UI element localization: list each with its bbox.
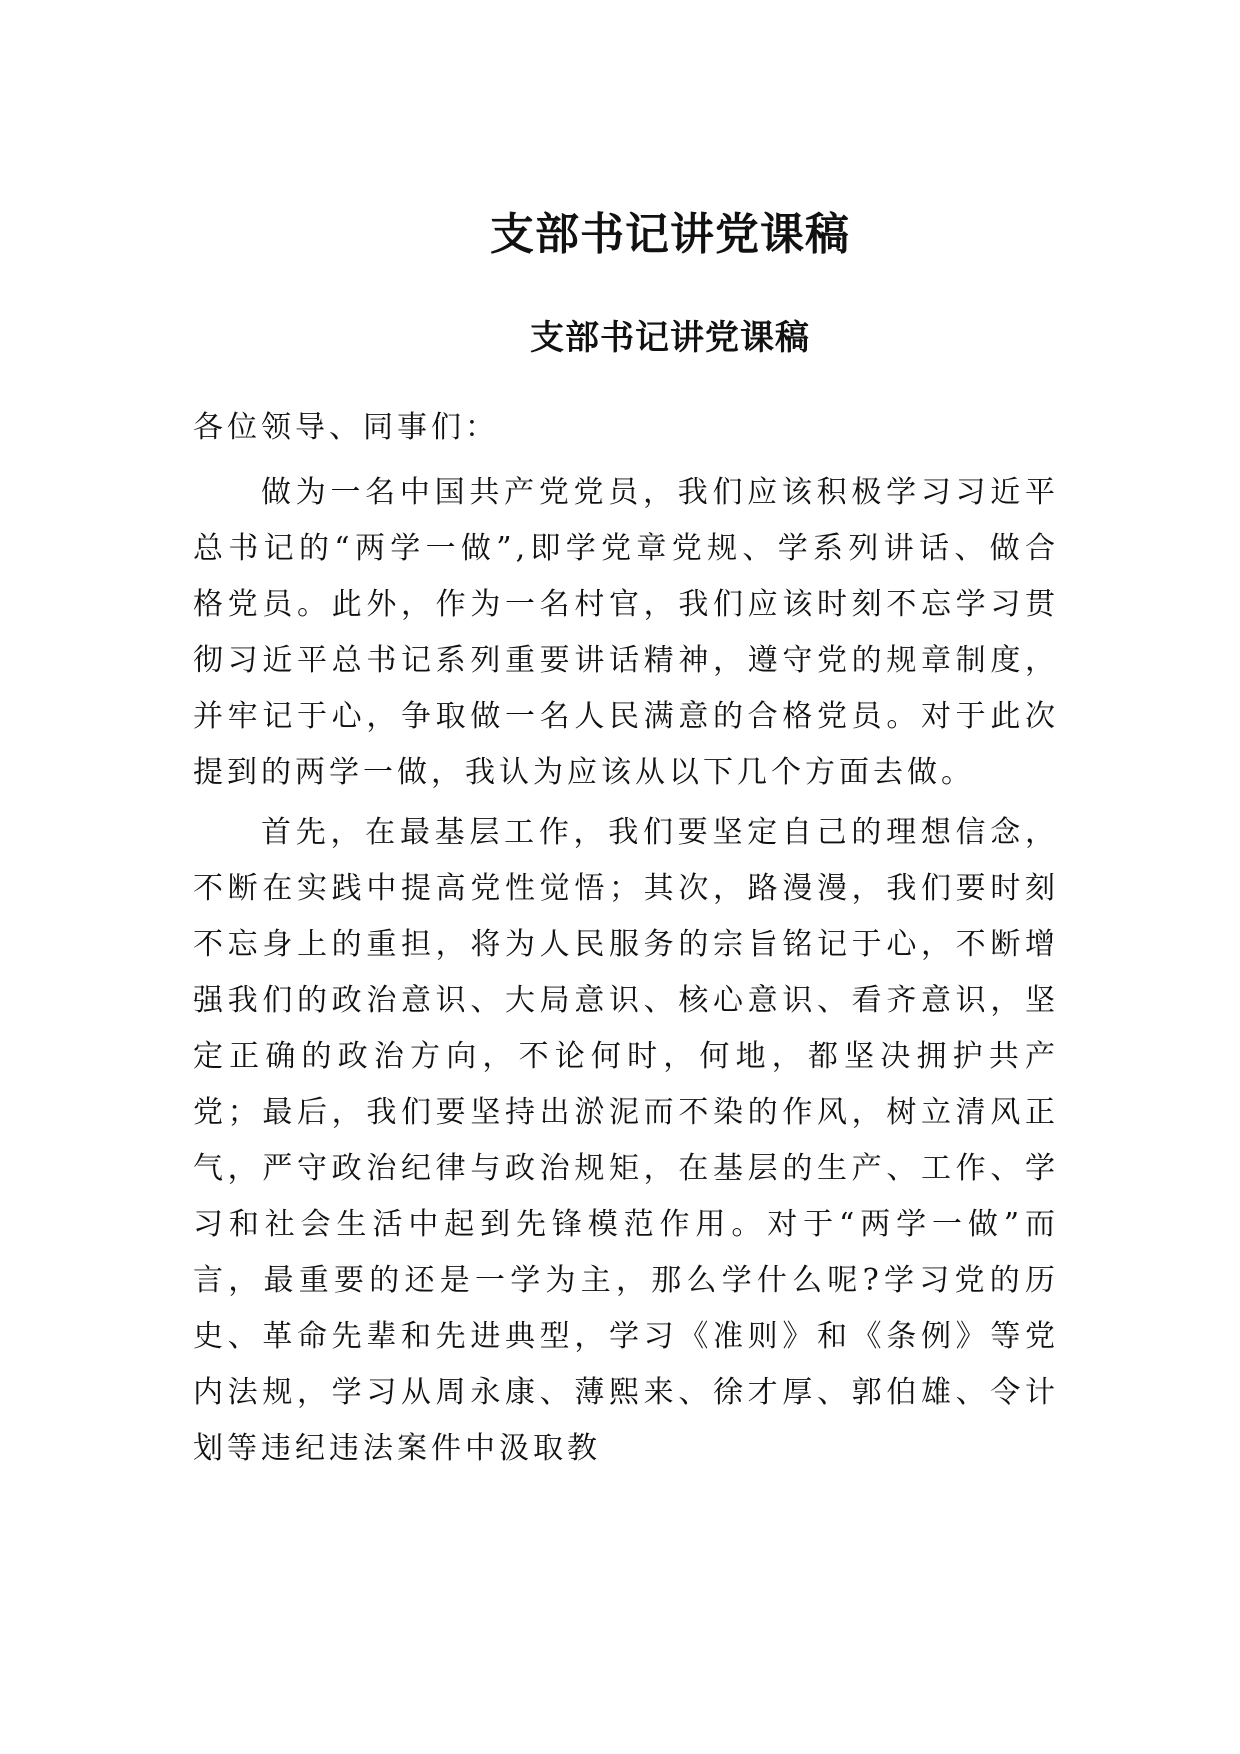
- salutation: 各位领导、同事们：: [193, 410, 499, 445]
- paragraph-2: 首先，在最基层工作，我们要坚定自己的理想信念，不断在实践中提高党性觉悟；其次，路漫漫，我们要时刻不忘身上的重担，将为人民服务的宗旨铭记于心，不断增强我们的政治意识、大局意识、核心意识、看齐意识，坚定正确的政治方向，不论何时，何地，都坚决拥护共产党；最后，我们要坚持出淤泥而不染的作风，树立清风正气，严守政治纪律与政治规矩，在基层的生产、工作、学习和社会生活中起到先锋模范作用。对于“两学一做”而言，最重要的还是一学为主，那么学什么呢?学习党的历史、革命先辈和先进典型，学习《准则》和《条例》等党内法规，学习从周永康、薄熙来、徐才厚、郭伯雄、令计划等违纪违法案件中汲取教: [193, 815, 1059, 1466]
- document-subtitle: 支部书记讲党课稿: [530, 318, 810, 358]
- document-title: 支部书记讲党课稿: [490, 209, 850, 260]
- paragraph-1: 做为一名中国共产党党员，我们应该积极学习习近平总书记的“两学一做”,即学党章党规、学系列讲话、做合格党员。此外，作为一名村官，我们应该时刻不忘学习贯彻习近平总书记系列重要讲话精神，遵守党的规章制度，并牢记于心，争取做一名人民满意的合格党员。对于此次提到的两学一做，我认为应该从以下几个方面去做。: [193, 475, 1059, 790]
